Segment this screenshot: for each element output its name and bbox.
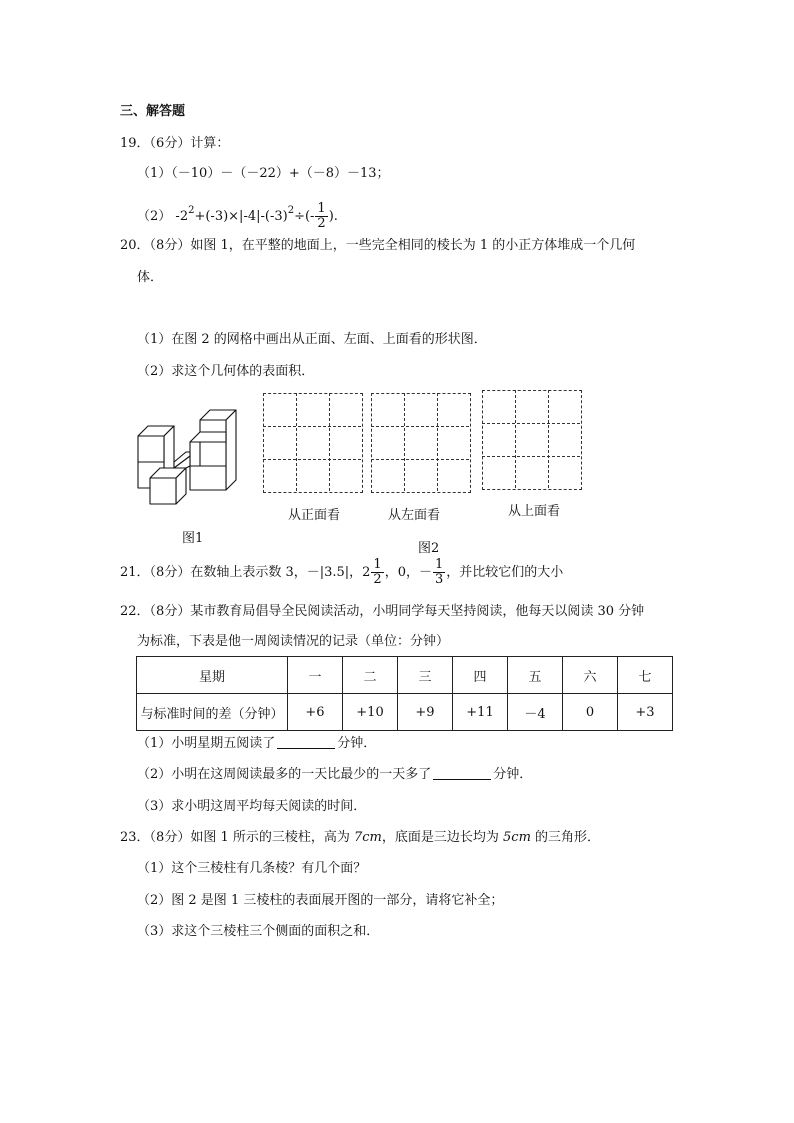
caption-front-view: 从正面看 <box>288 508 341 523</box>
q19-part1: （1）（－10）－（－22）+（－8）－13； <box>137 166 390 181</box>
q22-part2-blank[interactable] <box>433 767 491 780</box>
q22-part2-text: （2）小明在这周阅读最多的一天比最少的一天多了 <box>137 767 432 782</box>
q22-part2-unit: 分钟． <box>493 767 533 782</box>
reading-record-table <box>136 656 673 731</box>
caption-top-view: 从上面看 <box>508 504 561 519</box>
table-day: 六 <box>563 657 618 694</box>
q19-part2-exp-a: 2 <box>188 205 195 216</box>
q19-frac-numerator: 1 <box>317 201 326 216</box>
q21-mixed-fraction <box>371 558 383 587</box>
section-title: 三、解答题 <box>120 104 186 119</box>
caption-figure1: 图1 <box>182 531 204 546</box>
cube-front-face <box>138 436 164 462</box>
q23-part1: （1）这个三棱柱有几条棱？有几个面？ <box>137 861 367 876</box>
q21-fraction <box>433 558 445 587</box>
q22-part3: （3）求小明这周平均每天阅读的时间． <box>137 799 367 814</box>
table-row <box>137 694 673 731</box>
grid-front-view[interactable] <box>263 393 363 493</box>
q22-part2 <box>137 767 532 783</box>
table-value: +10 <box>343 694 398 731</box>
q23-part3: （3）求这个三棱柱三个侧面的面积之和． <box>137 924 380 939</box>
q22-stem-line1: 22．（8分）某市教育局倡导全民阅读活动，小明同学每天坚持阅读，他每天以阅读 30 分钟 <box>120 604 645 619</box>
table-value: +3 <box>618 694 673 731</box>
q21-mixed-numerator: 1 <box>373 557 382 572</box>
q19-part2-exp-b: 2 <box>287 205 295 216</box>
table-value: +9 <box>398 694 453 731</box>
cube-top-face <box>190 432 226 442</box>
q19-frac-denominator: 2 <box>317 216 326 231</box>
q19-part2-prefix: （2） <box>137 209 172 224</box>
grid-left-view[interactable] <box>371 393 471 493</box>
table-header-label: 星期 <box>137 657 288 694</box>
table-row-label: 与标准时间的差（分钟） <box>137 694 288 731</box>
table-day: 七 <box>618 657 673 694</box>
table-day: 一 <box>288 657 343 694</box>
cube-side-face <box>226 410 236 490</box>
q19-part2-term-a: -2 <box>175 209 189 224</box>
cube-front-face <box>190 442 226 466</box>
caption-figure2: 图2 <box>418 541 440 556</box>
q19-part2-end: ). <box>328 209 338 224</box>
q21-frac-numerator: 1 <box>434 557 444 572</box>
table-day: 二 <box>343 657 398 694</box>
q22-part1-unit: 分钟． <box>337 736 377 751</box>
table-day: 四 <box>453 657 508 694</box>
q19-part2-term-c: ÷(- <box>294 209 315 224</box>
table-value: －4 <box>508 694 563 731</box>
cube-front-face <box>190 466 226 490</box>
q20-stem-line2: 体． <box>137 270 164 285</box>
q20-part2: （2）求这个几何体的表面积． <box>137 364 315 379</box>
q21-suffix: ，并比较它们的大小 <box>446 565 564 580</box>
table-day: 三 <box>398 657 453 694</box>
table-row <box>137 657 673 694</box>
q23-side: 5cm <box>503 830 531 845</box>
table-value: 0 <box>563 694 618 731</box>
figure1-cube-stack <box>130 408 250 508</box>
q19-stem: 19．（6分）计算： <box>120 136 230 151</box>
q21-mixed-denominator: 2 <box>373 572 382 587</box>
q23-stem-c: 的三角形． <box>530 830 601 845</box>
q23-part2: （2）图 2 是图 1 三棱柱的表面展开图的一部分，请将它补全； <box>137 893 504 908</box>
q20-stem-line1: 20．（8分）如图 1，在平整的地面上，一些完全相同的棱长为 1 的小正方体堆成一个几何 <box>120 238 636 253</box>
q20-part1: （1）在图 2 的网格中画出从正面、左面、上面看的形状图． <box>137 332 487 347</box>
table-value: +11 <box>453 694 508 731</box>
q21-prefix: 21．（8分）在数轴上表示数 3，－|3.5|，2 <box>120 565 371 580</box>
q22-part1-text: （1）小明星期五阅读了 <box>137 736 276 751</box>
q23-stem <box>120 830 600 846</box>
q19-part2 <box>137 196 338 232</box>
cube-front-face <box>150 478 176 504</box>
q23-stem-a: 23．（8分）如图 1 所示的三棱柱，高为 <box>120 830 354 845</box>
q21-frac-denominator: 3 <box>434 572 444 587</box>
q23-stem-b: ，底面是三边长均为 <box>381 830 504 845</box>
q21-stem <box>120 558 563 588</box>
q22-stem-line2: 为标准，下表是他一周阅读情况的记录（单位：分钟） <box>137 634 450 649</box>
table-day: 五 <box>508 657 563 694</box>
caption-left-view: 从左面看 <box>388 508 441 523</box>
q22-part1 <box>137 736 376 752</box>
q19-part2-term-b: +(-3)×|-4|-(-3) <box>194 209 288 224</box>
table-value: +6 <box>288 694 343 731</box>
q19-part2-fraction <box>315 202 327 231</box>
q21-mid: ，0，－ <box>384 565 432 580</box>
q22-part1-blank[interactable] <box>277 736 335 749</box>
grid-top-view[interactable] <box>482 390 582 490</box>
q23-height: 7cm <box>353 830 382 845</box>
